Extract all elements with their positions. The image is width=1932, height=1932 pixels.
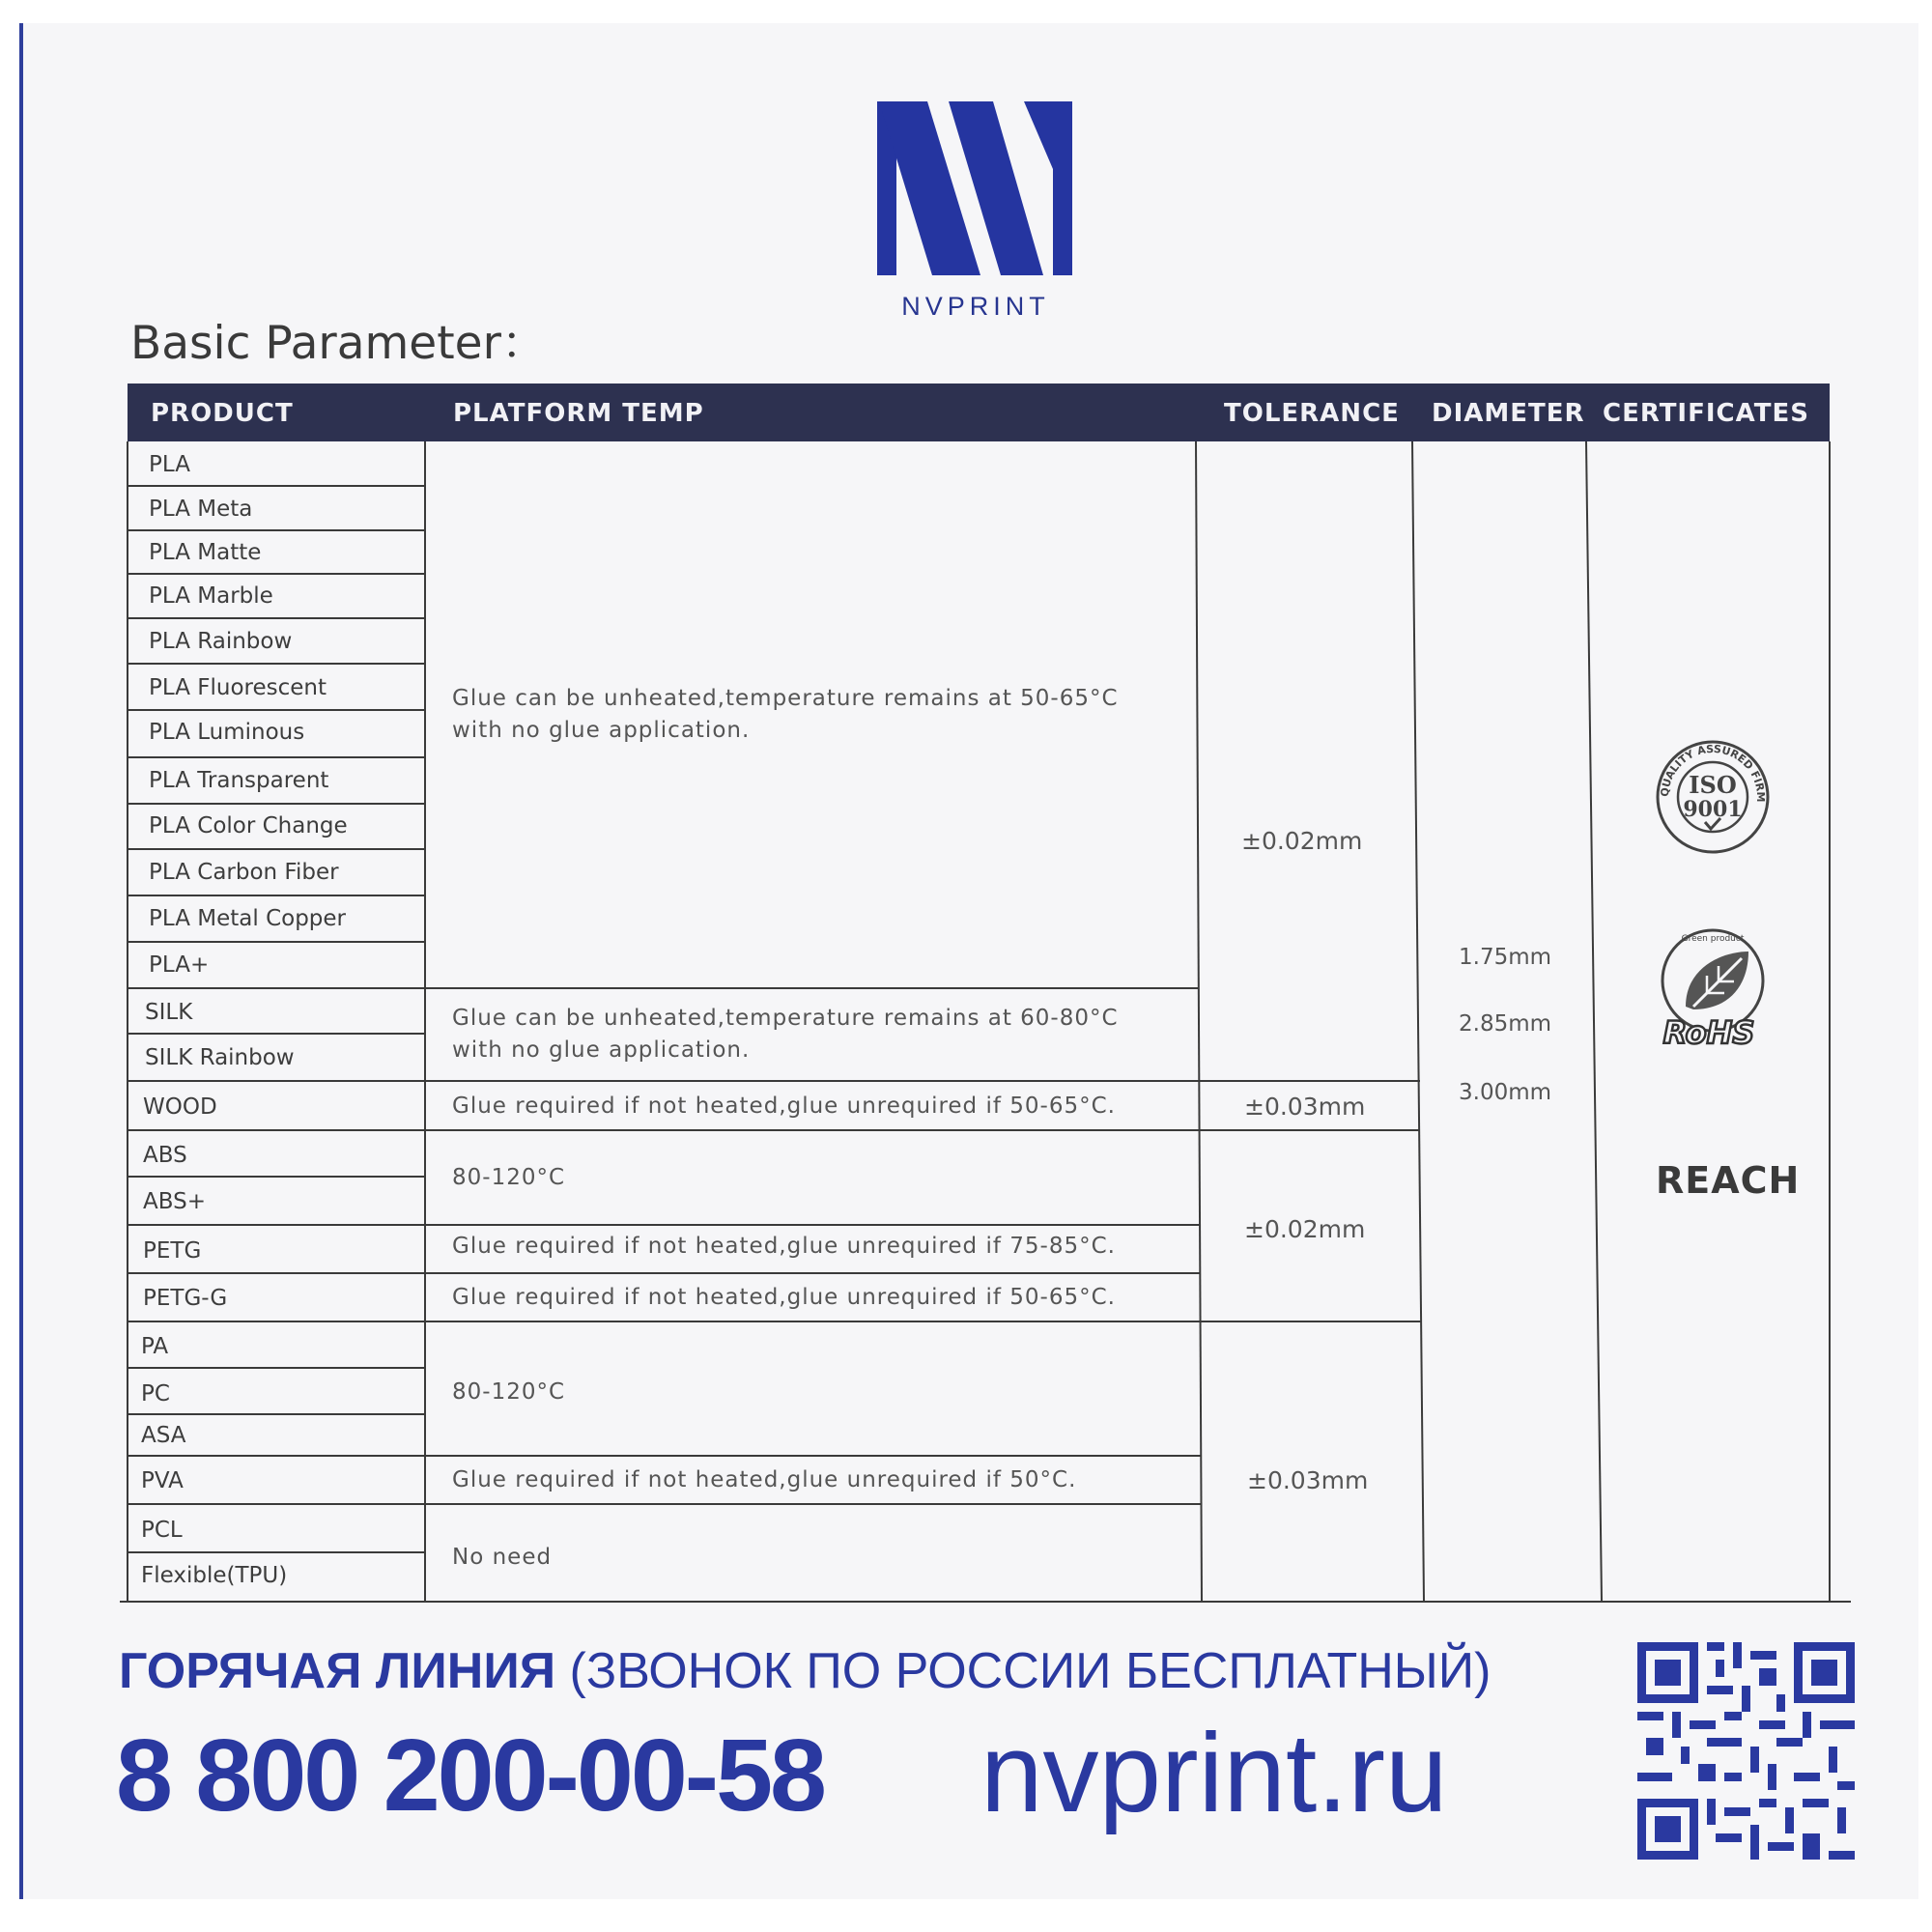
platform-temp-note [452,683,1119,747]
product-name: ABS [143,1143,187,1168]
diameter-value: 2.85mm [1459,1011,1552,1037]
platform-temp-line: with no glue application. [452,718,751,743]
qr-code [1637,1642,1855,1860]
product-name: PCL [141,1518,183,1543]
platform-temp-line: with no glue application. [452,1037,751,1063]
rohs-label: RoHS [1662,1014,1755,1048]
product-name: PLA Luminous [149,720,305,745]
tolerance-value: ±0.03mm [1247,1466,1369,1494]
platform-temp-note [452,1003,1119,1066]
platform-temp-line: Glue can be unheated,temperature remains at 60-80°C [452,1006,1119,1031]
product-name: PLA Fluorescent [149,675,327,700]
product-name: PLA Transparent [149,768,329,793]
reach-certificate: REACH [1656,1159,1801,1202]
product-name: PLA Marble [149,583,273,609]
product-name: PLA Meta [149,497,253,522]
tolerance-value: ±0.02mm [1241,827,1363,855]
brand-name: NVPRINT [901,292,1050,321]
header-certificates: CERTIFICATES [1603,399,1809,428]
product-name: PLA+ [149,952,210,978]
diameter-value: 1.75mm [1459,945,1552,970]
product-name: PVA [141,1468,184,1493]
hotline-subtitle: (ЗВОНОК ПО РОССИИ БЕСПЛАТНЫЙ) [555,1643,1492,1699]
platform-temp-note: No need [452,1545,553,1570]
product-name: PC [141,1381,170,1406]
product-name: PLA [149,452,190,477]
hotline-phone[interactable]: 8 800 200-00-58 [116,1719,824,1833]
product-name: ABS+ [143,1189,206,1214]
platform-temp-note: Glue required if not heated,glue unrequired if 50°C. [452,1467,1077,1492]
tolerance-value: ±0.03mm [1244,1093,1366,1121]
iso-9001-icon [1655,739,1771,855]
product-name: SILK Rainbow [145,1045,295,1070]
diameter-value: 3.00mm [1459,1080,1552,1105]
header-product: PRODUCT [151,399,294,428]
platform-temp-line: Glue can be unheated,temperature remains at 50-65°C [452,686,1119,711]
product-name: PETG [143,1238,202,1264]
platform-temp-note: Glue required if not heated,glue unrequired if 50-65°C. [452,1285,1116,1310]
platform-temp-note: 80-120°C [452,1379,566,1405]
product-name: PETG-G [143,1286,228,1311]
iso-number: 9001 [1683,797,1743,822]
product-name: SILK [145,1000,193,1025]
platform-temp-note: Glue required if not heated,glue unrequired if 50-65°C. [452,1094,1116,1119]
iso-label: ISO [1689,771,1737,799]
header-diameter: DIAMETER [1432,399,1585,428]
website-link[interactable]: nvprint.ru [980,1710,1448,1835]
product-name: PLA Color Change [149,813,348,838]
platform-temp-note: Glue required if not heated,glue unrequired if 75-85°C. [452,1234,1116,1259]
product-name: WOOD [143,1094,217,1120]
tolerance-value: ±0.02mm [1244,1215,1366,1243]
product-name: PA [141,1334,169,1359]
header-platform-temp: PLATFORM TEMP [453,399,704,428]
hotline-title: ГОРЯЧАЯ ЛИНИЯ [119,1643,556,1699]
product-name: Flexible(TPU) [141,1563,288,1588]
product-name: PLA Matte [149,540,262,565]
product-name: ASA [141,1423,186,1448]
page-title: Basic Parameter： [130,317,547,370]
product-name: PLA Carbon Fiber [149,860,339,885]
product-name: PLA Metal Copper [149,906,347,931]
platform-temp-note: 80-120°C [452,1165,566,1190]
header-tolerance: TOLERANCE [1224,399,1400,428]
rohs-icon [1647,927,1773,1048]
rohs-small-text: Green product [1681,934,1745,944]
hotline-text [119,1642,1492,1700]
product-name: PLA Rainbow [149,629,293,654]
iso-ring-text: QUALITY ASSURED FIRM [1658,742,1768,803]
